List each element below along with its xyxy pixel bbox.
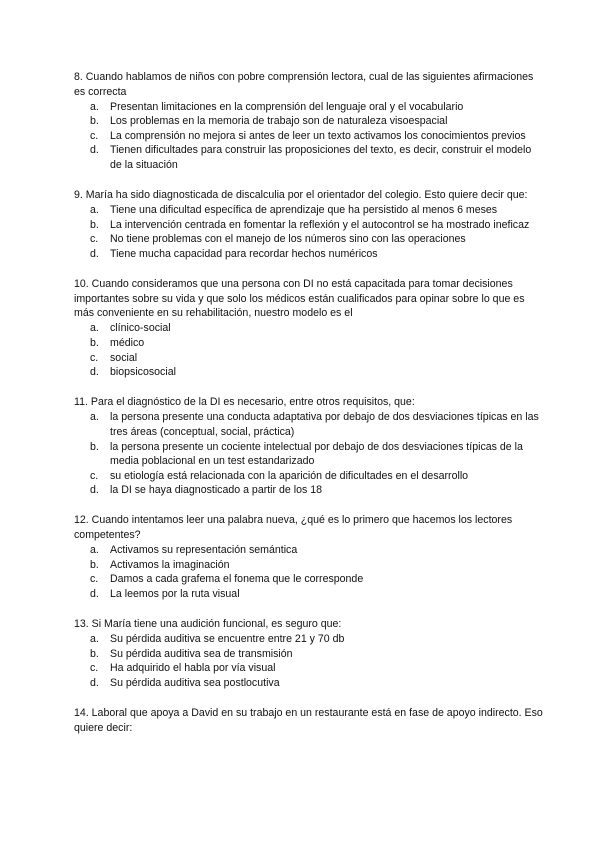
option-text: Tiene mucha capacidad para recordar hechos numéricos — [110, 248, 378, 261]
question-text: 8. Cuando hablamos de niños con pobre comprensión lectora, cual de las siguientes afirmaciones es correcta — [74, 71, 534, 98]
option-letter: b. — [90, 218, 99, 231]
question-text: 13. Si María tiene una audición funcional, es seguro que: — [74, 618, 342, 630]
question-11 — [74, 395, 544, 498]
question-text: 11. Para el diagnóstico de la DI es necesario, entre otros requisitos, que: — [74, 396, 415, 409]
option-list — [74, 321, 544, 379]
question-10 — [74, 277, 544, 380]
option-item — [74, 632, 544, 647]
option-letter: b. — [90, 558, 99, 571]
option-text: clínico-social — [110, 322, 171, 335]
option-item — [74, 100, 544, 115]
option-item — [74, 410, 544, 439]
option-text: La comprensión no mejora si antes de leer un texto activamos los conocimientos previos — [110, 129, 526, 142]
option-text: Su pérdida auditiva sea de transmisión — [110, 647, 293, 660]
option-item — [74, 114, 544, 129]
option-item — [74, 440, 544, 469]
option-item — [74, 661, 544, 676]
option-item — [74, 232, 544, 247]
question-14 — [74, 706, 544, 735]
option-text: Su pérdida auditiva sea postlocutiva — [110, 676, 280, 689]
option-letter: c. — [90, 351, 99, 364]
option-letter: d. — [90, 248, 99, 261]
option-list — [74, 203, 544, 261]
option-item — [74, 483, 544, 498]
option-letter: c. — [90, 662, 99, 675]
option-item — [74, 321, 544, 336]
option-list — [74, 100, 544, 173]
option-item — [74, 129, 544, 144]
option-text: Damos a cada grafema el fonema que le corresponde — [110, 573, 364, 586]
option-item — [74, 587, 544, 602]
question-text: 12. Cuando intentamos leer una palabra nueva, ¿qué es lo primero que hacemos los lectores competentes? — [74, 514, 513, 542]
option-letter: a. — [90, 100, 99, 113]
option-text: su etiología está relacionada con la aparición de dificultades en el desarrollo — [110, 469, 469, 482]
option-letter: b. — [90, 337, 99, 349]
option-text: Ha adquirido el habla por vía visual — [110, 662, 276, 675]
option-text: Los problemas en la memoria de trabajo son de naturaleza visoespacial — [110, 115, 448, 128]
option-letter: d. — [90, 366, 99, 379]
option-item — [74, 469, 544, 484]
option-text: La intervención centrada en fomentar la reflexión y el autocontrol se ha mostrado ineficaz — [110, 218, 530, 231]
option-text: social — [110, 351, 138, 364]
option-letter: b. — [90, 440, 99, 453]
question-12 — [74, 513, 544, 601]
option-letter: a. — [90, 544, 99, 557]
option-text: Tiene una dificultad específica de aprendizaje que ha persistido al menos 6 meses — [110, 204, 498, 217]
option-item — [74, 336, 544, 351]
option-text: biopsicosocial — [110, 366, 176, 379]
option-text: Activamos su representación semántica — [110, 544, 298, 557]
option-item — [74, 558, 544, 573]
option-item — [74, 247, 544, 262]
option-list — [74, 632, 544, 690]
option-text: Presentan limitaciones en la comprensión del lenguaje oral y el vocabulario — [110, 100, 464, 113]
option-letter: a. — [90, 322, 99, 335]
option-letter: a. — [90, 204, 99, 217]
option-item — [74, 647, 544, 662]
option-text: No tiene problemas con el manejo de los números sino con las operaciones — [110, 233, 466, 246]
option-text: la persona presente un cociente intelectual por debajo de dos desviaciones típicas de la media poblacional en un test estandarizado — [110, 440, 523, 468]
option-letter: a. — [90, 411, 99, 424]
option-item — [74, 572, 544, 587]
option-text: Activamos la imaginación — [110, 558, 230, 571]
option-letter: b. — [90, 647, 99, 660]
option-item — [74, 203, 544, 218]
option-letter: b. — [90, 115, 99, 128]
option-text: Tienen dificultades para construir las proposiciones del texto, es decir, construir el modelo de la situación — [110, 144, 532, 172]
option-letter: c. — [90, 573, 99, 586]
option-letter: c. — [90, 469, 99, 482]
option-letter: c. — [90, 129, 99, 142]
option-letter: a. — [90, 633, 99, 646]
option-text: Su pérdida auditiva se encuentre entre 21 y 70 db — [110, 633, 345, 646]
option-item — [74, 351, 544, 366]
question-text: 9. María ha sido diagnosticada de discalculia por el orientador del colegio. Esto quiere decir que: — [74, 189, 528, 202]
option-item — [74, 365, 544, 380]
option-text: La leemos por la ruta visual — [110, 587, 240, 600]
option-text: médico — [110, 337, 145, 349]
option-item — [74, 143, 544, 172]
option-item — [74, 218, 544, 233]
question-text: 14. Laboral que apoya a David en su trabajo en un restaurante está en fase de apoyo indirecto. Eso quiere decir: — [74, 706, 543, 734]
option-letter: d. — [90, 676, 99, 689]
option-text: la persona presente una conducta adaptativa por debajo de dos desviaciones típicas en las tres áreas (conceptual, social, práctica) — [110, 411, 539, 438]
question-text: 10. Cuando consideramos que una persona con DI no está capacitada para tomar decisiones importantes sobre su vida y que solo los médicos están cualificados para opinar sobre lo que es más conveniente en su rehabilitación, nuestro modelo es el — [74, 278, 525, 320]
question-8 — [74, 70, 544, 173]
option-list — [74, 410, 544, 498]
option-text: la DI se haya diagnosticado a partir de los 18 — [110, 484, 323, 497]
exam-page — [74, 70, 544, 751]
option-letter: d. — [90, 484, 99, 497]
question-13 — [74, 617, 544, 690]
option-letter: c. — [90, 233, 99, 246]
option-item — [74, 676, 544, 691]
option-letter: d. — [90, 587, 99, 600]
option-letter: d. — [90, 144, 99, 157]
option-list — [74, 543, 544, 601]
option-item — [74, 543, 544, 558]
question-9 — [74, 188, 544, 261]
